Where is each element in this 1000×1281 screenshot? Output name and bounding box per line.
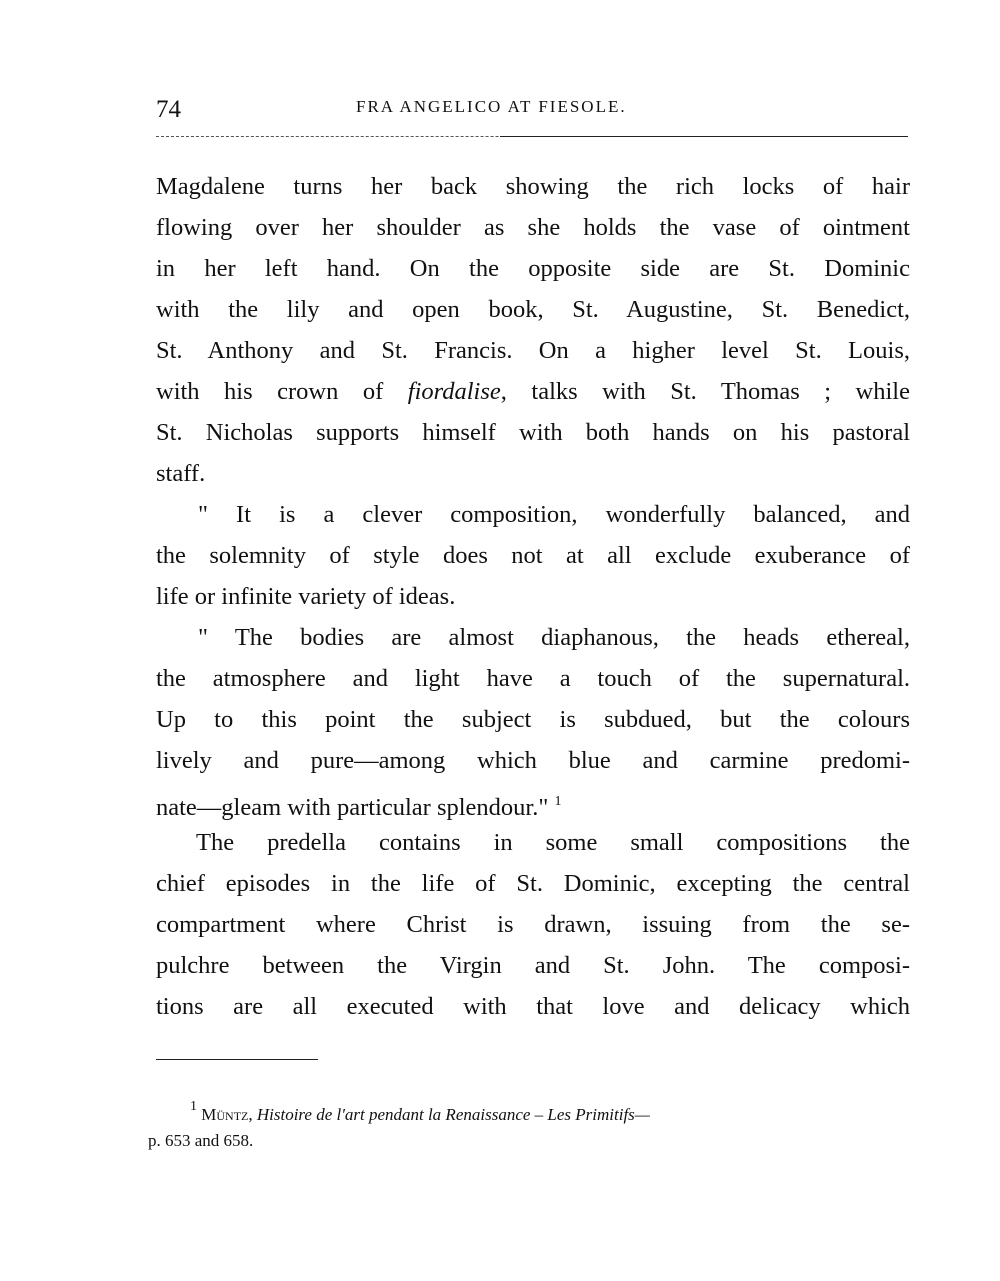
text-line: flowing over her shoulder as she holds the vase of ointment <box>156 214 910 241</box>
running-head <box>156 92 908 128</box>
body-text <box>156 166 910 1027</box>
text-line: St. Nicholas supports himself with both hands on his pastoral <box>156 419 910 446</box>
text-line <box>156 371 910 412</box>
text-line: the solemnity of style does not at all exclude exuberance of <box>156 542 910 569</box>
footnote-reference[interactable]: 1 <box>554 794 562 809</box>
text-line: Up to this point the subject is subdued, but the colours <box>156 706 910 733</box>
text-line: lively and pure—among which blue and carmine predomi- <box>156 747 910 774</box>
text-line: the atmosphere and light have a touch of the supernatural. <box>156 665 910 692</box>
page-number: 74 <box>156 96 181 123</box>
running-title: FRA ANGELICO AT FIESOLE. <box>356 97 627 116</box>
italic-term: fiordalise <box>407 378 501 405</box>
text-segment: , talks with St. Thomas ; while <box>500 378 910 405</box>
text-line: tions are all executed with that love and delicacy which <box>156 993 910 1020</box>
text-line: St. Anthony and St. Francis. On a higher level St. Louis, <box>156 337 910 364</box>
text-line: life or infinite variety of ideas. <box>156 583 456 610</box>
text-line: pulchre between the Virgin and St. John. The composi- <box>156 952 910 979</box>
footnote-line <box>148 1094 918 1128</box>
text-line: " It is a clever composition, wonderfully balanced, and <box>198 501 910 528</box>
text-line: in her left hand. On the opposite side are St. Dominic <box>156 255 910 282</box>
text-line: The predella contains in some small compositions the <box>196 829 910 856</box>
text-line: Magdalene turns her back showing the rich locks of hair <box>156 173 910 200</box>
text-line: compartment where Christ is drawn, issuing from the se- <box>156 911 910 938</box>
text-segment: nate—gleam with particular splendour." <box>156 794 555 821</box>
footnote-title: Histoire de l'art pendant la Renaissance – Les Primitifs— <box>256 1105 650 1124</box>
footnote-pages: p. 653 and 658. <box>148 1131 254 1150</box>
text-segment: with his crown of <box>156 378 408 405</box>
text-line: with the lily and open book, St. Augustine, St. Benedict, <box>156 296 910 323</box>
text-line: chief episodes in the life of St. Dominic, excepting the central <box>156 870 910 897</box>
text-line: " The bodies are almost diaphanous, the heads ethereal, <box>198 624 910 651</box>
text-line <box>156 781 910 822</box>
text-line: staff. <box>156 460 206 487</box>
header-rule-solid <box>500 136 908 137</box>
footnote-marker: 1 <box>190 1099 197 1114</box>
footnote <box>148 1094 918 1154</box>
footnote-author: Müntz, <box>201 1105 253 1124</box>
footnote-rule <box>156 1059 318 1060</box>
